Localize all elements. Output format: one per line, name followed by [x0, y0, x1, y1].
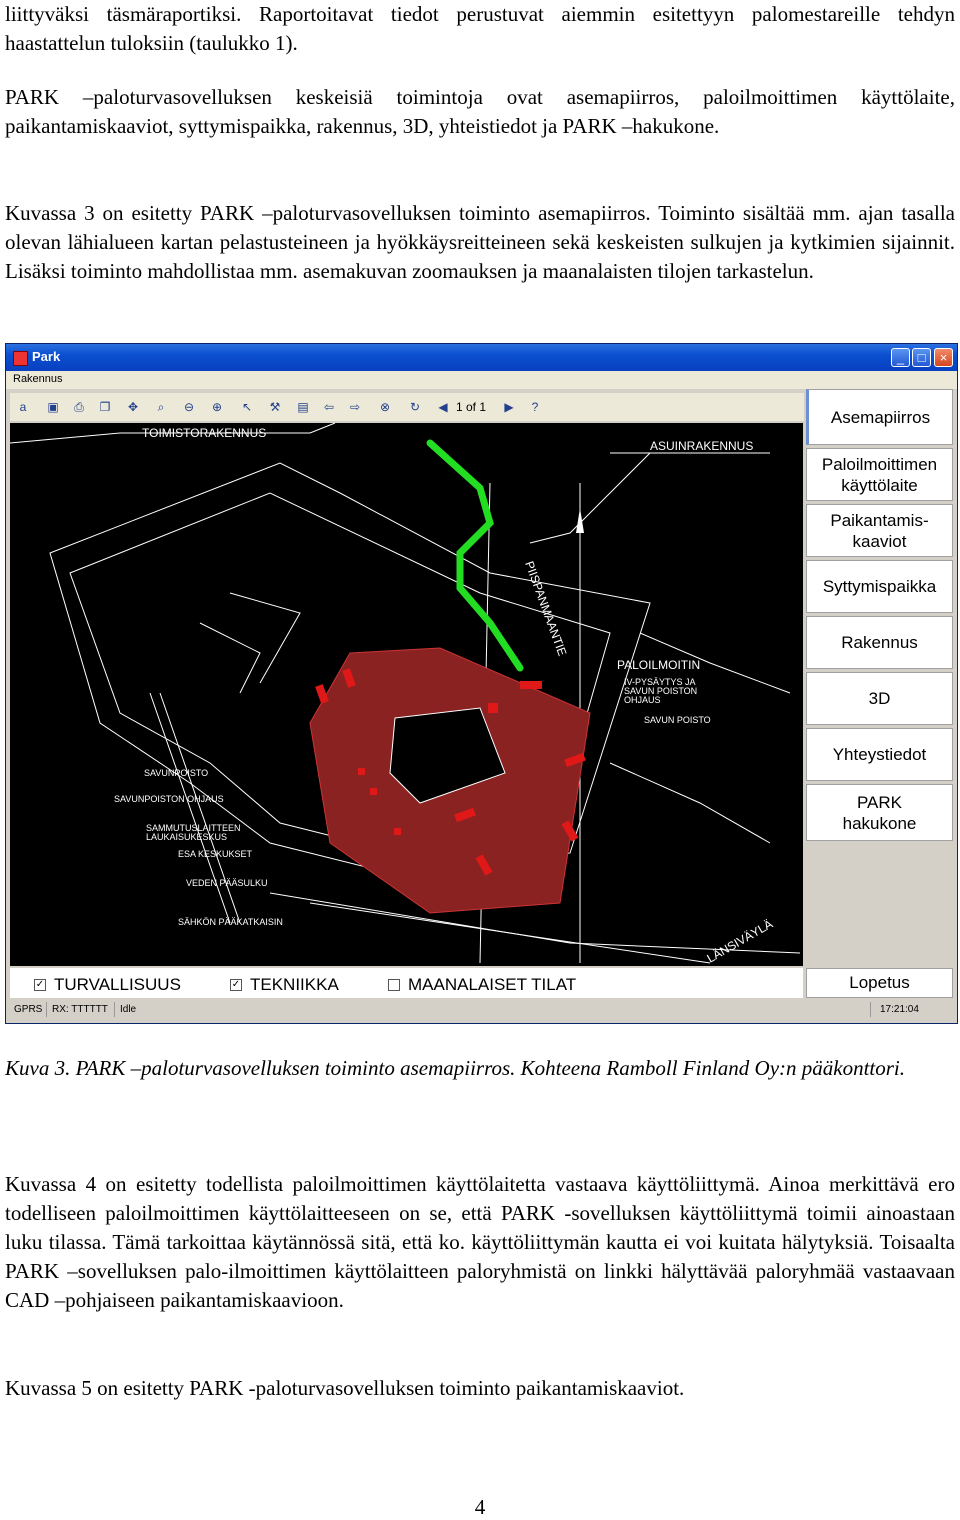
select-icon[interactable]: ↖: [241, 400, 253, 414]
sidebar-paikantamiskaaviot[interactable]: Paikantamis- kaaviot: [806, 504, 953, 557]
paragraph-functions: PARK –paloturvasovelluksen keskeisiä toimintoja ovat asemapiirros, paloilmoittimen käyttölaite, paikantamiskaaviot, syttymispaikka, rakennus, 3D, yhteistiedot ja PARK –hakukone.: [5, 85, 955, 138]
zoom-icon[interactable]: ⌕: [157, 400, 165, 414]
print-icon[interactable]: ⎙: [74, 400, 84, 414]
sidebar-3d[interactable]: 3D: [806, 672, 953, 725]
help-icon[interactable]: ?: [531, 400, 539, 414]
text-icon[interactable]: a: [19, 400, 27, 414]
status-state: Idle: [120, 1004, 137, 1015]
layer-checkbox-bar: [10, 968, 803, 998]
label-power: SÄHKÖN PÄÄKATKAISIN: [178, 917, 283, 927]
site-plan-map[interactable]: [10, 423, 803, 966]
page-number: 4: [474, 1495, 486, 1519]
menu-item-rakennus[interactable]: Rakennus: [13, 373, 63, 385]
sidebar-park-hakukone[interactable]: PARK hakukone: [806, 784, 953, 841]
label-extinguisher-2: LAUKAISUKESKUS: [146, 832, 228, 842]
toolbar: [10, 393, 804, 421]
app-icon: [13, 351, 28, 366]
sidebar-syttymispaikka[interactable]: Syttymispaikka: [806, 560, 953, 613]
tools-icon[interactable]: ⚒: [269, 400, 281, 414]
maximize-icon[interactable]: □: [912, 348, 931, 367]
previous-page-icon[interactable]: ◀: [438, 400, 448, 414]
checkbox-label: TEKNIIKKA: [250, 975, 339, 994]
checkbox-turvallisuus[interactable]: [34, 975, 181, 995]
zoom-out-icon[interactable]: ⊖: [183, 400, 195, 414]
copy-icon[interactable]: ❐: [99, 400, 111, 414]
label-street-lansivayla: LÄNSIVÄYLÄ: [704, 916, 776, 966]
checkbox-checked-icon: ✓: [35, 979, 45, 990]
label-savunpoiston-ohjaus: SAVUNPOISTON OHJAUS: [114, 794, 224, 804]
sidebar-paloilmoittimen-kayttolaite[interactable]: Paloilmoittimen käyttölaite: [806, 448, 953, 501]
label-savunpoisto: SAVUNPOISTO: [144, 768, 209, 778]
label-iv: IV-PYSÄYTYS JA: [624, 677, 696, 687]
close-icon[interactable]: ×: [934, 348, 953, 367]
label-extinguisher-1: SAMMUTUSLAITTEEN: [146, 823, 241, 833]
label-fire-alarm: PALOILMOITIN: [617, 658, 701, 672]
function-sidebar: [806, 389, 955, 989]
paragraph-figure5: Kuvassa 5 on esitetty PARK -paloturvasovelluksen toiminto paikantamiskaaviot.: [5, 1376, 685, 1400]
label-smoke-removal: SAVUN POISTO: [644, 715, 711, 725]
save-icon[interactable]: ▣: [47, 400, 59, 414]
back-icon[interactable]: ⇦: [323, 400, 335, 414]
stop-icon[interactable]: ⊗: [379, 400, 391, 414]
status-time: 17:21:04: [880, 1004, 919, 1015]
label-smoke-control: SAVUN POISTON: [624, 686, 698, 696]
sidebar-asemapiirros[interactable]: Asemapiirros: [806, 389, 953, 445]
label-water: VEDEN PÄÄSULKU: [186, 878, 268, 888]
forward-icon[interactable]: ⇨: [349, 400, 361, 414]
label-residential: ASUINRAKENNUS: [650, 439, 754, 453]
layers-icon[interactable]: ▤: [297, 400, 309, 414]
paragraph-intro: liittyväksi täsmäraportiksi. Raportoitavat tiedot perustuvat aiemmin esitettyyn palomestareille tehdyn haastattelun tuloksiin (taulukko 1).: [5, 2, 955, 55]
label-office: TOIMISTORAKENNUS: [142, 426, 267, 440]
checkbox-maanalaiset-tilat[interactable]: [388, 975, 576, 995]
checkbox-tekniikka[interactable]: [230, 975, 339, 995]
refresh-icon[interactable]: ↻: [409, 400, 421, 414]
exit-button[interactable]: Lopetus: [806, 968, 953, 998]
checkbox-label: TURVALLISUUS: [54, 975, 181, 994]
label-street-piispanmaantie: PIISPANMAANTIE: [522, 559, 570, 658]
checkbox-checked-icon: ✓: [231, 979, 241, 990]
status-rx: RX: TTTTTT: [52, 1004, 108, 1015]
label-esa: ESA KESKUKSET: [178, 849, 253, 859]
sidebar-rakennus[interactable]: Rakennus: [806, 616, 953, 669]
sidebar-yhteystiedot[interactable]: Yhteystiedot: [806, 728, 953, 781]
park-app-window: [5, 343, 958, 1024]
paragraph-figure3: Kuvassa 3 on esitetty PARK –paloturvasovelluksen toiminto asemapiirros. Toiminto sisältää mm. ajan tasalla olevan lähialueen kartan pelastusteineen ja hyökkäysreitteineen sekä keskeisten sulkujen ja kytkimien sijainnit. Lisäksi toiminto mahdollistaa mm. asemakuvan zoomauksen ja maanalaisten tilojen tarkastelun.: [5, 201, 955, 283]
status-bar: [10, 1001, 952, 1019]
figure-caption: Kuva 3. PARK –paloturvasovelluksen toiminto asemapiirros. Kohteena Ramboll Finland Oy:n pääkonttori.: [5, 1056, 906, 1080]
next-page-icon[interactable]: ▶: [504, 400, 514, 414]
label-control: OHJAUS: [624, 695, 661, 705]
pan-icon[interactable]: ✥: [127, 400, 139, 414]
checkbox-unchecked-icon: [388, 979, 400, 991]
site-plan-drawing: [10, 423, 803, 966]
window-title: Park: [32, 349, 61, 364]
page-indicator: 1 of 1: [456, 400, 487, 414]
zoom-in-icon[interactable]: ⊕: [211, 400, 223, 414]
paragraph-figure4: Kuvassa 4 on esitetty todellista paloilmoittimen käyttölaitetta vastaava käyttöliittymä. Ainoa merkittävä ero todelliseen paloilmoittimen käyttölaitteeseen on se, että PARK -sovelluksen käyttöliittymä toimii ainoastaan luku tilassa. Tämä tarkoittaa käytännössä sitä, että ko. käyttöliittymän kautta ei voi kuitata hälytyksiä. Toisaalta PARK –sovelluksen palo-ilmoittimen käyttölaitteen paloryhmistä on linkki hälyttävää paloryhmää vastaavaan CAD –pohjaiseen paikantamiskaavioon.: [5, 1172, 955, 1312]
checkbox-label: MAANALAISET TILAT: [408, 975, 577, 994]
title-bar: [6, 344, 957, 371]
minimize-icon[interactable]: _: [891, 348, 910, 367]
menu-bar: [6, 371, 957, 389]
status-gprs: GPRS: [14, 1004, 43, 1015]
